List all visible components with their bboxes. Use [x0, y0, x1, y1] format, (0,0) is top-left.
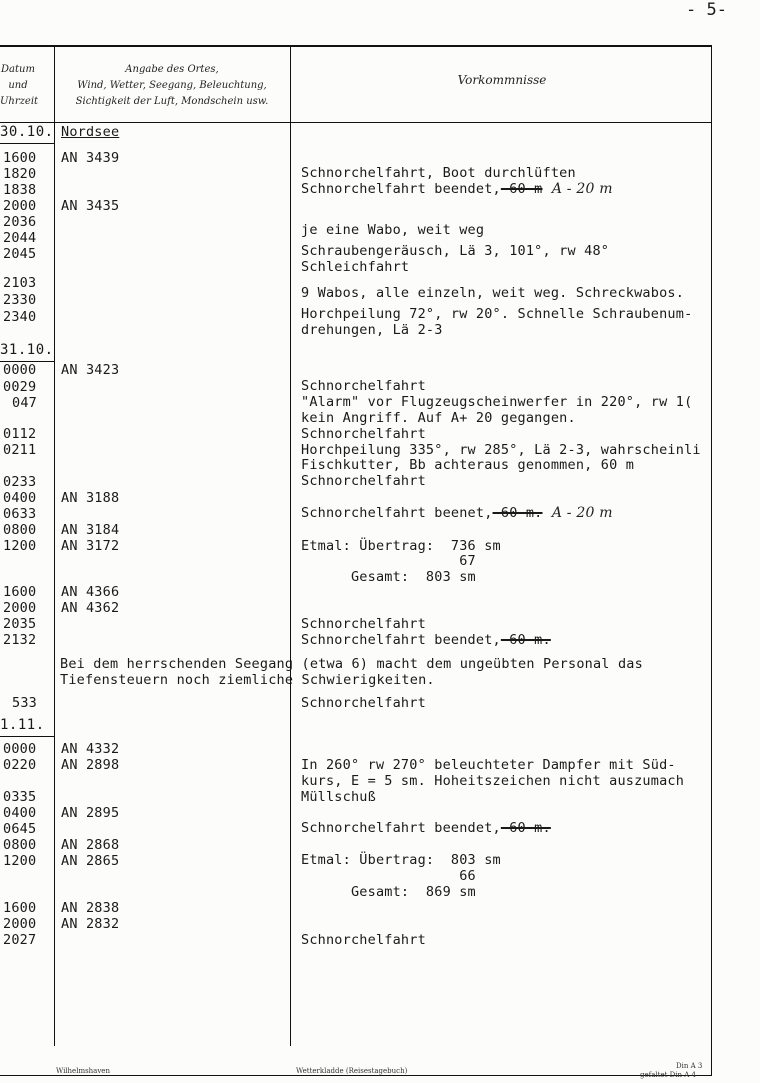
event-text: Etmal: Übertrag: 803 sm: [301, 852, 501, 868]
event-text: Schnorchelfahrt beenet,: [301, 505, 493, 521]
date-heading: 1.11.: [0, 717, 45, 733]
event-text: kurs, E = 5 sm. Hoheitszeichen nicht auszumach: [301, 773, 685, 789]
header-rule: [0, 122, 712, 123]
position-entry: AN 4366: [61, 584, 120, 600]
time-entry: 2045: [3, 246, 37, 262]
event-text: Schnorchelfahrt beendet,: [301, 632, 501, 648]
handwritten-correction: A - 20 m: [542, 505, 613, 521]
event-entry: [301, 243, 609, 259]
event-text: Schnorchelfahrt: [301, 426, 426, 442]
event-entry: [301, 322, 443, 338]
bottom-rule: [0, 1075, 712, 1076]
header-events-column: Vorkommnisse: [457, 73, 547, 87]
event-text: 9 Wabos, alle einzeln, weit weg. Schreckwabos.: [301, 285, 685, 301]
position-entry: AN 2895: [61, 805, 120, 821]
event-entry: [301, 852, 501, 868]
event-entry: [301, 695, 426, 711]
event-text: Schnorchelfahrt: [301, 473, 426, 489]
event-text: 67: [301, 553, 476, 569]
event-entry: [301, 426, 426, 442]
top-rule: [0, 45, 712, 47]
handwritten-correction: A - 20 m: [542, 181, 613, 197]
event-entry: [301, 473, 426, 489]
position-entry: AN 4362: [61, 600, 120, 616]
event-text: Müllschuß: [301, 789, 376, 805]
time-entry: 2132: [3, 632, 37, 648]
time-entry: 0029: [3, 379, 37, 395]
event-text: Etmal: Übertrag: 736 sm: [301, 538, 501, 554]
column-divider-2: [290, 46, 291, 1046]
event-entry: [301, 394, 692, 410]
footer-right-1: Din A 3: [676, 1062, 703, 1070]
position-entry: AN 3172: [61, 538, 120, 554]
time-entry: 2036: [3, 214, 37, 230]
date-underline: [0, 143, 54, 144]
time-entry: 0645: [3, 821, 37, 837]
event-entry: [301, 410, 576, 426]
position-entry: Nordsee: [61, 124, 120, 140]
event-entry: [301, 773, 684, 789]
header-place-line-2: Wind, Wetter, Seegang, Beleuchtung,: [77, 80, 267, 91]
event-entry: [301, 442, 701, 458]
event-text: Schleichfahrt: [301, 259, 410, 275]
event-entry: [301, 285, 684, 301]
time-entry: 2000: [3, 600, 37, 616]
time-entry: 1200: [3, 853, 37, 869]
time-entry: 0633: [3, 506, 37, 522]
event-entry: [301, 757, 676, 773]
time-entry: 047: [12, 395, 37, 411]
position-entry: AN 2865: [61, 853, 120, 869]
event-text: Schnorchelfahrt: [301, 932, 426, 948]
event-entry: [301, 306, 692, 322]
footer-center: Wetterkladde (Reisestagebuch): [296, 1067, 408, 1075]
position-entry: AN 2832: [61, 916, 120, 932]
struck-text: 60 m: [500, 181, 543, 197]
event-entry: [301, 868, 476, 884]
event-entry: [301, 538, 501, 554]
event-entry: [301, 884, 476, 900]
time-entry: 2035: [3, 616, 37, 632]
struck-text: 60 m.: [500, 632, 551, 648]
event-entry: [301, 505, 613, 521]
position-entry: AN 2868: [61, 837, 120, 853]
event-text: Fischkutter, Bb achteraus genommen, 60 m: [301, 457, 635, 473]
time-entry: 2103: [3, 275, 37, 291]
footer-right-2: gefaltet Din A 4: [640, 1071, 696, 1079]
time-entry: 2340: [3, 309, 37, 325]
time-entry: 1600: [3, 150, 37, 166]
time-entry: 0800: [3, 837, 37, 853]
event-text: "Alarm" vor Flugzeugscheinwerfer in 220°, rw 1(: [301, 394, 693, 410]
header-place-line-1: Angabe des Ortes,: [125, 64, 219, 75]
header-date-line-3: Uhrzeit: [0, 96, 39, 107]
event-text: Schnorchelfahrt beendet,: [301, 181, 501, 197]
event-entry: [301, 165, 576, 181]
event-entry: [301, 569, 476, 585]
event-entry: [301, 632, 551, 648]
event-entry: [301, 789, 376, 805]
time-entry: 0335: [3, 789, 37, 805]
event-entry: [301, 553, 476, 569]
event-entry: [301, 181, 613, 197]
event-entry: [301, 259, 409, 275]
event-text: In 260° rw 270° beleuchteter Dampfer mit Süd-: [301, 757, 676, 773]
event-entry: [301, 616, 426, 632]
date-heading: 31.10.: [0, 342, 54, 358]
remark-line-2: Tiefensteuern noch ziemliche Schwierigkeiten.: [60, 672, 435, 688]
time-entry: 2027: [3, 932, 37, 948]
event-text: Schnorchelfahrt: [301, 378, 426, 394]
event-text: Gesamt: 869 sm: [301, 884, 476, 900]
time-entry: 0800: [3, 522, 37, 538]
event-entry: [301, 457, 634, 473]
event-text: Schraubengeräusch, Lä 3, 101°, rw 48°: [301, 243, 610, 259]
header-date-line-1: Datum: [1, 64, 35, 75]
time-entry: 1600: [3, 584, 37, 600]
event-text: Horchpeilung 335°, rw 285°, Lä 2-3, wahrscheinli: [301, 442, 701, 458]
header-place-line-3: Sichtigkeit der Luft, Mondschein usw.: [75, 96, 269, 107]
event-entry: [301, 222, 484, 238]
event-text: Horchpeilung 72°, rw 20°. Schnelle Schraubenum-: [301, 306, 693, 322]
event-text: Schnorchelfahrt, Boot durchlüften: [301, 165, 576, 181]
time-entry: 1600: [3, 900, 37, 916]
event-text: drehungen, Lä 2-3: [301, 322, 443, 338]
footer-left: Wilhelmshaven: [56, 1067, 110, 1075]
time-entry: 0220: [3, 757, 37, 773]
column-divider-1: [54, 46, 55, 1046]
time-entry: 0233: [3, 474, 37, 490]
time-entry: 2330: [3, 292, 37, 308]
page-number: - 5-: [686, 0, 727, 20]
position-entry: AN 4332: [61, 741, 120, 757]
time-entry: 0000: [3, 741, 37, 757]
struck-text: 60 m.: [492, 505, 543, 521]
event-text: Schnorchelfahrt: [301, 695, 426, 711]
time-entry: 1200: [3, 538, 37, 554]
position-entry: AN 3435: [61, 198, 120, 214]
header-date-line-2: und: [8, 80, 28, 91]
time-entry: 0112: [3, 426, 37, 442]
time-entry: 533: [12, 695, 37, 711]
time-entry: 1820: [3, 166, 37, 182]
time-entry: 2000: [3, 916, 37, 932]
event-entry: [301, 932, 426, 948]
event-entry: [301, 820, 551, 836]
position-entry: AN 3439: [61, 150, 120, 166]
event-text: Schnorchelfahrt beendet,: [301, 820, 501, 836]
event-entry: [301, 378, 426, 394]
position-entry: AN 3423: [61, 362, 120, 378]
event-text: Gesamt: 803 sm: [301, 569, 476, 585]
position-entry: AN 2838: [61, 900, 120, 916]
header-place-column: [56, 62, 288, 110]
remark-line-1: Bei dem herrschenden Seegang (etwa 6) macht dem ungeübten Personal das: [60, 656, 643, 672]
position-entry: AN 3188: [61, 490, 120, 506]
event-text: je eine Wabo, weit weg: [301, 222, 485, 238]
struck-text: 60 m.: [500, 820, 551, 836]
time-entry: 0400: [3, 805, 37, 821]
event-text: Schnorchelfahrt: [301, 616, 426, 632]
date-heading: 30.10.: [0, 124, 54, 140]
time-entry: 0211: [3, 442, 37, 458]
position-entry: AN 2898: [61, 757, 120, 773]
time-entry: 0000: [3, 362, 37, 378]
event-text: kein Angriff. Auf A+ 20 gegangen.: [301, 410, 576, 426]
date-underline: [0, 736, 54, 737]
event-text: 66: [301, 868, 476, 884]
position-entry: AN 3184: [61, 522, 120, 538]
time-entry: 1838: [3, 182, 37, 198]
time-entry: 2000: [3, 198, 37, 214]
right-border: [711, 46, 712, 1076]
time-entry: 2044: [3, 230, 37, 246]
header-date-column: [0, 62, 39, 110]
time-entry: 0400: [3, 490, 37, 506]
